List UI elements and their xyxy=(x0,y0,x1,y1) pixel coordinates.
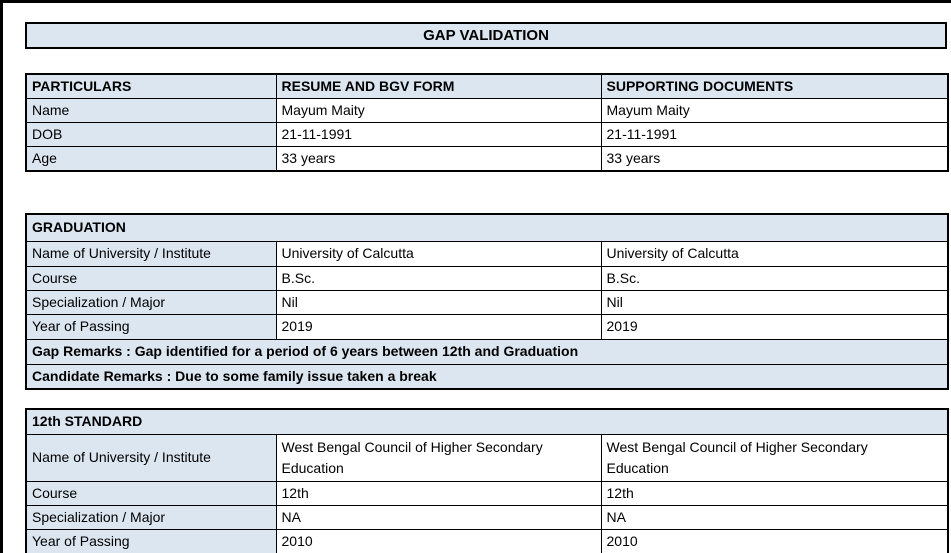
section-title: GRADUATION xyxy=(26,214,948,241)
table-row xyxy=(26,505,948,529)
candidate-remarks-row xyxy=(26,364,948,389)
gap-remarks-text: Gap Remarks : Gap identified for a period of 6 years between 12th and Graduation xyxy=(26,339,948,364)
row-label: Name xyxy=(26,99,276,123)
twelfth-standard-table xyxy=(25,408,949,553)
row-label: Name of University / Institute xyxy=(26,241,276,266)
table-row xyxy=(26,266,948,290)
supporting-value: NA xyxy=(601,505,948,529)
table-row xyxy=(26,314,948,339)
supporting-value: Mayum Maity xyxy=(601,99,948,123)
supporting-value: B.Sc. xyxy=(601,266,948,290)
resume-value: 21-11-1991 xyxy=(276,123,601,147)
row-label: Year of Passing xyxy=(26,314,276,339)
gap-remarks-row xyxy=(26,339,948,364)
supporting-value: 2019 xyxy=(601,314,948,339)
supporting-value: 2010 xyxy=(601,529,948,553)
page-top-edge xyxy=(0,0,951,3)
column-header-supporting: SUPPORTING DOCUMENTS xyxy=(601,74,948,99)
table-row xyxy=(26,290,948,314)
page-left-edge xyxy=(0,0,3,553)
column-header-resume: RESUME AND BGV FORM xyxy=(276,74,601,99)
resume-value: Mayum Maity xyxy=(276,99,601,123)
table-row xyxy=(26,99,948,123)
section-header-row xyxy=(26,409,948,434)
supporting-value: 33 years xyxy=(601,147,948,172)
supporting-value: 12th xyxy=(601,481,948,505)
personal-table xyxy=(25,73,949,172)
resume-value: NA xyxy=(276,505,601,529)
table-row xyxy=(26,123,948,147)
row-label: Age xyxy=(26,147,276,172)
graduation-table xyxy=(25,213,949,390)
resume-value: 2019 xyxy=(276,314,601,339)
row-label: Course xyxy=(26,481,276,505)
column-header-particulars: PARTICULARS xyxy=(26,74,276,99)
resume-value: 33 years xyxy=(276,147,601,172)
row-label: Specialization / Major xyxy=(26,290,276,314)
table-row xyxy=(26,434,948,481)
table-row xyxy=(26,529,948,553)
resume-value: 12th xyxy=(276,481,601,505)
supporting-value: West Bengal Council of Higher Secondary Education xyxy=(601,434,948,481)
section-header-row xyxy=(26,214,948,241)
supporting-value: University of Calcutta xyxy=(601,241,948,266)
resume-value: West Bengal Council of Higher Secondary Education xyxy=(276,434,601,481)
candidate-remarks-text: Candidate Remarks : Due to some family issue taken a break xyxy=(26,364,948,389)
table-row xyxy=(26,481,948,505)
table-row xyxy=(26,147,948,172)
title-banner xyxy=(25,22,947,49)
resume-value: Nil xyxy=(276,290,601,314)
resume-value: B.Sc. xyxy=(276,266,601,290)
supporting-value: Nil xyxy=(601,290,948,314)
table-row xyxy=(26,241,948,266)
resume-value: University of Calcutta xyxy=(276,241,601,266)
supporting-value: 21-11-1991 xyxy=(601,123,948,147)
row-label: Specialization / Major xyxy=(26,505,276,529)
header-row xyxy=(26,74,948,99)
section-title: 12th STANDARD xyxy=(26,409,948,434)
row-label: Course xyxy=(26,266,276,290)
resume-value: 2010 xyxy=(276,529,601,553)
row-label: Name of University / Institute xyxy=(26,434,276,481)
row-label: DOB xyxy=(26,123,276,147)
row-label: Year of Passing xyxy=(26,529,276,553)
page-title: GAP VALIDATION xyxy=(423,27,549,44)
